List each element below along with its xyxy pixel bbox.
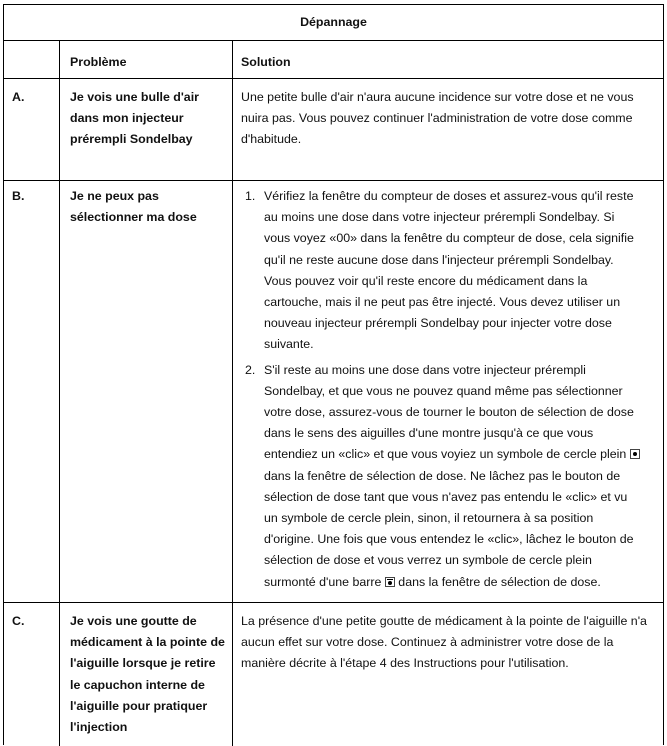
solution-steps (241, 186, 641, 593)
column-divider (232, 40, 233, 746)
troubleshooting-table (3, 4, 664, 745)
filled-circle-symbol-icon (630, 449, 640, 459)
step-text: dans la fenêtre de sélection de dose. (398, 574, 601, 589)
divider (4, 180, 663, 181)
list-item (241, 360, 641, 593)
row-id: A. (12, 90, 25, 104)
solution-text: Une petite bulle d'air n'aura aucune incidence sur votre dose et ne vous nuira pas. Vous pouvez continuer l'administration de votre dose comme d'habitude. (241, 90, 634, 147)
row-id: C. (12, 614, 25, 628)
problem-text: Je ne peux pas sélectionner ma dose (70, 189, 197, 225)
header-solution: Solution (241, 55, 291, 69)
step-number: 2. (245, 362, 256, 377)
problem-text: Je vois une goutte de médicament à la pointe de l'aiguille lorsque je retire le capuchon interne de l'aiguille pour pratiquer l'injection (70, 614, 225, 735)
divider (4, 602, 663, 603)
column-divider (59, 40, 60, 746)
header-problem: Problème (70, 55, 127, 69)
table-title: Dépannage (300, 15, 367, 29)
problem-text: Je vois une bulle d'air dans mon injecteur prérempli Sondelbay (70, 90, 199, 147)
step-text: S'il reste au moins une dose dans votre injecteur prérempli Sondelbay, et que vous ne pouvez quand même pas sélectionner votre dose, assurez-vous de tourner le bouton de sélection de dose dans le sens des aiguilles d'une montre jusqu'à ce que vous entendiez un «clic» et que vous voyiez un symbole de cercle plein (264, 362, 634, 462)
filled-circle-with-bar-icon (385, 577, 395, 587)
solution-text: La présence d'une petite goutte de médicament à la pointe de l'aiguille n'a aucun effet sur votre dose. Continuez à administrer votre dose de la manière décrite à l'étape 4 des Instructions pour l'utilisation. (241, 614, 647, 671)
step-number: 1. (245, 189, 256, 203)
divider (4, 40, 663, 41)
list-item (241, 186, 641, 356)
step-text: dans la fenêtre de sélection de dose. Ne lâchez pas le bouton de sélection de dose tant que vous n'avez pas entendu le «clic» et vu un symbole de cercle plein, sinon, il retournera à sa position d'origine. Une fois que vous entendez le «clic», lâchez le bouton de sélection de dose et vous verrez un symbole de cercle plein surmonté d'une barre (264, 468, 634, 589)
row-id: B. (12, 189, 25, 203)
step-text: Vérifiez la fenêtre du compteur de doses et assurez-vous qu'il reste au moins une dose dans votre injecteur prérempli Sondelbay. Si vous voyez «00» dans la fenêtre du compteur de dose, cela signifie qu'il ne reste aucune dose dans l'injecteur prérempli Sondelbay. Vous pouvez voir qu'il reste encore du médicament dans la cartouche, mais il ne peut pas être injecté. Vous devez utiliser un nouveau injecteur prérempli Sondelbay pour injecter votre dose suivante. (264, 189, 634, 352)
divider (4, 78, 663, 79)
